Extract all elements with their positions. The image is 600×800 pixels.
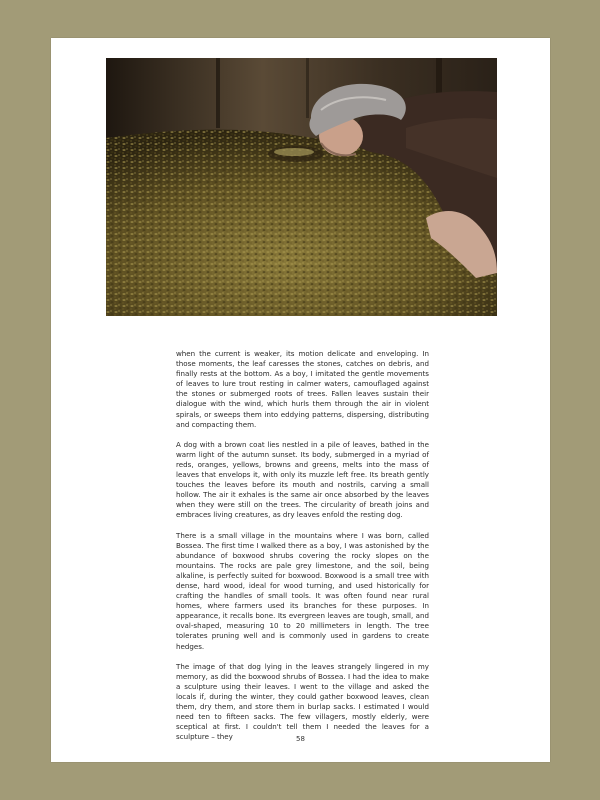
paragraph: The image of that dog lying in the leaves strangely lingered in my memory, as did the boxwood shrubs of Bossea. I had the idea to make a sculpture using their leaves. I went to the village and asked the locals if, during the winter, they could gather boxwood leaves, clean them, dry them, and store them in burlap sacks. I estimated I would need ten to fifteen sacks. The few villagers, mostly elderly, were sceptical at first. I couldn't tell them I needed the leaves for a sculpture – they — [176, 661, 429, 742]
paragraph: A dog with a brown coat lies nestled in a pile of leaves, bathed in the warm light of the autumn sunset. Its body, submerged in a myriad of reds, oranges, yellows, browns and greens, melts into the mass of leaves that envelops it, with only its muzzle left free. Its breath gently touches the leaves before its mouth and nostrils, carving a small hollow. The air it exhales is the same air once absorbed by the leaves when they were still on the trees. The circularity of breath joins and embraces living creatures, as dry leaves enfold the resting dog. — [176, 439, 429, 520]
body-text — [176, 349, 429, 752]
paragraph: There is a small village in the mountains where I was born, called Bossea. The first time I walked there as a boy, I was astonished by the abundance of boxwood shrubs covering the rocky slopes on the mountains. The rocks are pale grey limestone, and the soil, being alkaline, is perfectly suited for boxwood. Boxwood is a small tree with dense, hard wood, ideal for wood turning, and used historically for crafting the handles of small tools. It was often found near rural homes, where farmers used its branches for these purposes. In appearance, it recalls bone. Its evergreen leaves are tough, small, and oval-shaped, measuring 10 to 20 millimeters in length. The tree tolerates pruning well and is commonly used in gardens to create hedges. — [176, 530, 429, 651]
page-number: 58 — [296, 735, 305, 743]
photograph — [106, 58, 497, 316]
paragraph: when the current is weaker, its motion delicate and enveloping. In those moments, the leaf caresses the stones, catches on debris, and finally rests at the bottom. As a boy, I imitated the gentle movements of leaves to lure trout resting in calmer waters, camouflaged against the stones or submerged roots of trees. Fallen leaves sustain their dialogue with the wind, which hurls them through the air in violent spirals, or sweeps them into eddying patterns, dispersing, distributing and compacting them. — [176, 349, 429, 429]
photograph-man-lying-in-leaves-icon — [106, 58, 497, 316]
book-page — [51, 38, 550, 762]
